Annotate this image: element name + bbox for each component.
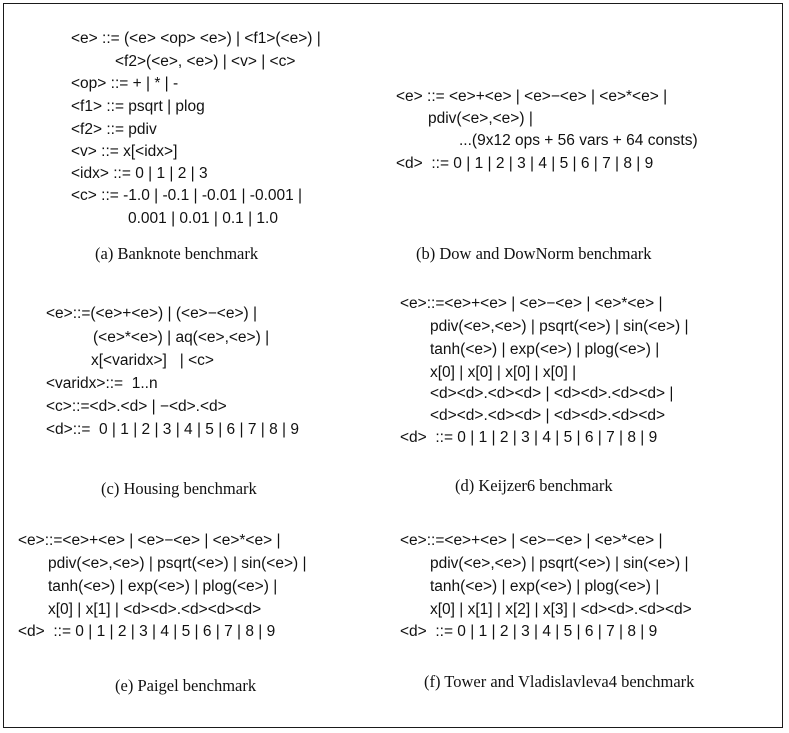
- grammar-line: x[0] | x[1] | <d><d>.<d><d><d>: [48, 601, 262, 618]
- grammar-line: <op> ::= + | * | -: [71, 75, 179, 92]
- grammar-keijzer6: [400, 296, 770, 456]
- caption-keijzer6: (d) Keijzer6 benchmark: [455, 476, 613, 495]
- grammar-banknote: [71, 31, 371, 231]
- grammar-line: <idx> ::= 0 | 1 | 2 | 3: [71, 165, 208, 182]
- grammar-line: <f2> ::= pdiv: [71, 121, 157, 138]
- grammar-line: x[0] | x[1] | x[2] | x[3] | <d><d>.<d><d>: [430, 601, 692, 618]
- grammar-line: <c> ::= -1.0 | -0.1 | -0.01 | -0.001 |: [71, 187, 303, 204]
- grammar-line: <v> ::= x[<idx>]: [71, 143, 178, 160]
- grammar-line: <d> ::= 0 | 1 | 2 | 3 | 4 | 5 | 6 | 7 | 8 | 9: [400, 429, 658, 446]
- grammar-line: pdiv(<e>,<e>) | psqrt(<e>) | sin(<e>) |: [48, 555, 307, 572]
- caption-paigel: (e) Paigel benchmark: [115, 676, 257, 695]
- grammar-line: x[<varidx>] | <c>: [91, 352, 214, 369]
- grammar-line: tanh(<e>) | exp(<e>) | plog(<e>) |: [48, 578, 278, 595]
- grammar-line: <e> ::= <e>+<e> | <e>−<e> | <e>*<e> |: [396, 88, 668, 105]
- grammar-line: 0.001 | 0.01 | 0.1 | 1.0: [128, 210, 278, 227]
- grammar-paigel: [18, 533, 388, 653]
- grammar-line: (<e>*<e>) | aq(<e>,<e>) |: [93, 329, 270, 346]
- grammar-line: tanh(<e>) | exp(<e>) | plog(<e>) |: [430, 341, 660, 358]
- caption-banknote: (a) Banknote benchmark: [95, 244, 259, 263]
- figure-frame: [3, 3, 783, 728]
- caption-tower-vladislavleva4: (f) Tower and Vladislavleva4 benchmark: [424, 672, 695, 691]
- grammar-line: <f1> ::= psqrt | plog: [71, 98, 205, 115]
- grammar-line: tanh(<e>) | exp(<e>) | plog(<e>) |: [430, 578, 660, 595]
- grammar-line: pdiv(<e>,<e>) | psqrt(<e>) | sin(<e>) |: [430, 555, 689, 572]
- grammar-housing: [46, 306, 386, 446]
- grammar-line: x[0] | x[0] | x[0] | x[0] |: [430, 364, 577, 381]
- grammar-line: <varidx>::= 1..n: [46, 375, 158, 392]
- grammar-line: ...(9x12 ops + 56 vars + 64 consts): [459, 132, 698, 149]
- grammar-line: <d> ::= 0 | 1 | 2 | 3 | 4 | 5 | 6 | 7 | 8 | 9: [18, 623, 276, 640]
- grammar-line: <d> ::= 0 | 1 | 2 | 3 | 4 | 5 | 6 | 7 | 8 | 9: [396, 155, 654, 172]
- grammar-line: <d><d>.<d><d> | <d><d>.<d><d> |: [430, 385, 674, 402]
- grammar-tower-vladislavleva4: [400, 533, 780, 653]
- caption-dow: (b) Dow and DowNorm benchmark: [416, 244, 652, 263]
- grammar-line: <d><d>.<d><d> | <d><d>.<d><d>: [430, 407, 666, 424]
- grammar-line: <e>::=<e>+<e> | <e>−<e> | <e>*<e> |: [400, 295, 663, 312]
- grammar-line: <d>::= 0 | 1 | 2 | 3 | 4 | 5 | 6 | 7 | 8 | 9: [46, 421, 299, 438]
- grammar-line: pdiv(<e>,<e>) |: [428, 110, 533, 127]
- grammar-line: <e>::=(<e>+<e>) | (<e>−<e>) |: [46, 305, 258, 322]
- grammar-line: <e>::=<e>+<e> | <e>−<e> | <e>*<e> |: [18, 532, 281, 549]
- grammar-line: <e>::=<e>+<e> | <e>−<e> | <e>*<e> |: [400, 532, 663, 549]
- grammar-line: <f2>(<e>, <e>) | <v> | <c>: [115, 53, 296, 70]
- grammar-dow: [396, 89, 776, 189]
- grammar-line: pdiv(<e>,<e>) | psqrt(<e>) | sin(<e>) |: [430, 318, 689, 335]
- grammar-line: <e> ::= (<e> <op> <e>) | <f1>(<e>) |: [71, 30, 321, 47]
- caption-housing: (c) Housing benchmark: [101, 479, 257, 498]
- grammar-line: <c>::=<d>.<d> | −<d>.<d>: [46, 398, 227, 415]
- grammar-line: <d> ::= 0 | 1 | 2 | 3 | 4 | 5 | 6 | 7 | 8 | 9: [400, 623, 658, 640]
